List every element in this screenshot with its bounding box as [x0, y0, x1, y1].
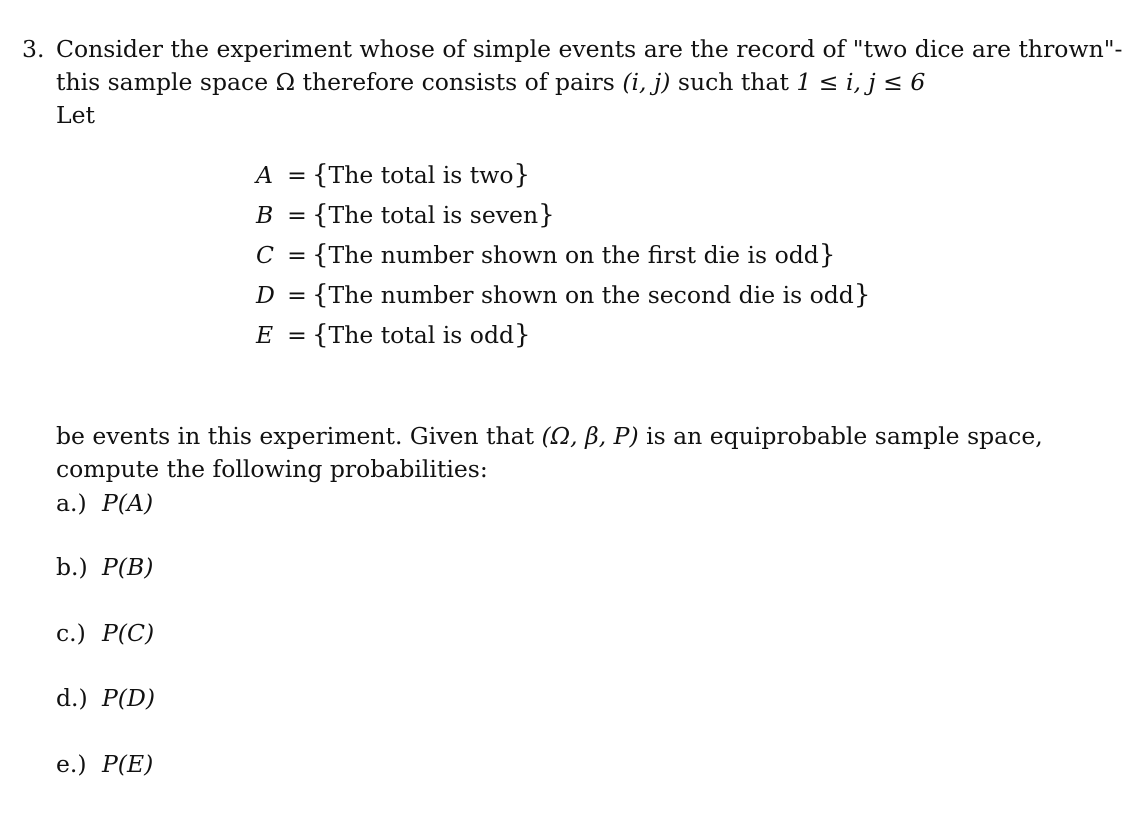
- event-desc: The number shown on the second die is odd: [328, 281, 854, 309]
- after-text-1a: be events in this experiment. Given that: [56, 422, 542, 450]
- triple-expression: (Ω, β, P): [541, 422, 639, 450]
- event-row-b: B = {The total is seven}: [256, 200, 555, 230]
- question-expr: P(E): [102, 750, 154, 778]
- event-var: D: [256, 281, 275, 309]
- question-d: [56, 683, 155, 713]
- problem-number: 3.: [22, 35, 45, 63]
- equals-sign: =: [287, 201, 307, 229]
- event-row-e: E = {The total is odd}: [256, 320, 531, 350]
- question-expr: P(B): [102, 553, 154, 581]
- equals-sign: =: [287, 281, 307, 309]
- equals-sign: =: [287, 241, 307, 269]
- event-desc: The number shown on the first die is odd: [328, 241, 819, 269]
- range-expression: 1 ≤ i, j ≤ 6: [796, 68, 926, 96]
- question-label: c.): [56, 619, 86, 647]
- intro-text-2a: this sample space: [56, 68, 276, 96]
- omega-symbol: Ω: [275, 68, 296, 96]
- intro-text-1: Consider the experiment whose of simple events are the record of "two dice are thrown"-: [56, 35, 1123, 63]
- question-label: a.): [56, 489, 87, 517]
- question-label: d.): [56, 684, 88, 712]
- question-label: e.): [56, 750, 87, 778]
- question-e: [56, 749, 153, 779]
- event-var: A: [256, 161, 273, 189]
- event-desc: The total is seven: [328, 201, 539, 229]
- after-text-1b: is an equiprobable sample space,: [638, 422, 1043, 450]
- question-label: b.): [56, 553, 88, 581]
- question-c: [56, 618, 154, 648]
- question-expr: P(C): [102, 619, 155, 647]
- question-expr: P(D): [102, 684, 155, 712]
- event-row-c: C = {The number shown on the first die is odd}: [256, 240, 836, 270]
- intro-text-2c: such that: [670, 68, 797, 96]
- let-word: Let: [56, 101, 95, 129]
- equals-sign: =: [287, 321, 307, 349]
- question-expr: P(A): [102, 489, 154, 517]
- pair-expression: (i, j): [622, 68, 671, 96]
- intro-line-1: [56, 34, 1122, 64]
- event-var: C: [256, 241, 274, 269]
- intro-line-2: [56, 67, 925, 97]
- event-var: B: [256, 201, 274, 229]
- after-line-1: [56, 421, 1043, 451]
- after-line-2: compute the following probabilities:: [56, 455, 488, 483]
- equals-sign: =: [287, 161, 307, 189]
- intro-text-2b: therefore consists of pairs: [295, 68, 623, 96]
- question-a: [56, 488, 153, 518]
- event-desc: The total is odd: [328, 321, 515, 349]
- event-row-d: D = {The number shown on the second die is odd}: [256, 280, 871, 310]
- event-desc: The total is two: [328, 161, 514, 189]
- question-b: [56, 552, 153, 582]
- event-row-a: A = {The total is two}: [256, 160, 531, 190]
- event-var: E: [256, 321, 274, 349]
